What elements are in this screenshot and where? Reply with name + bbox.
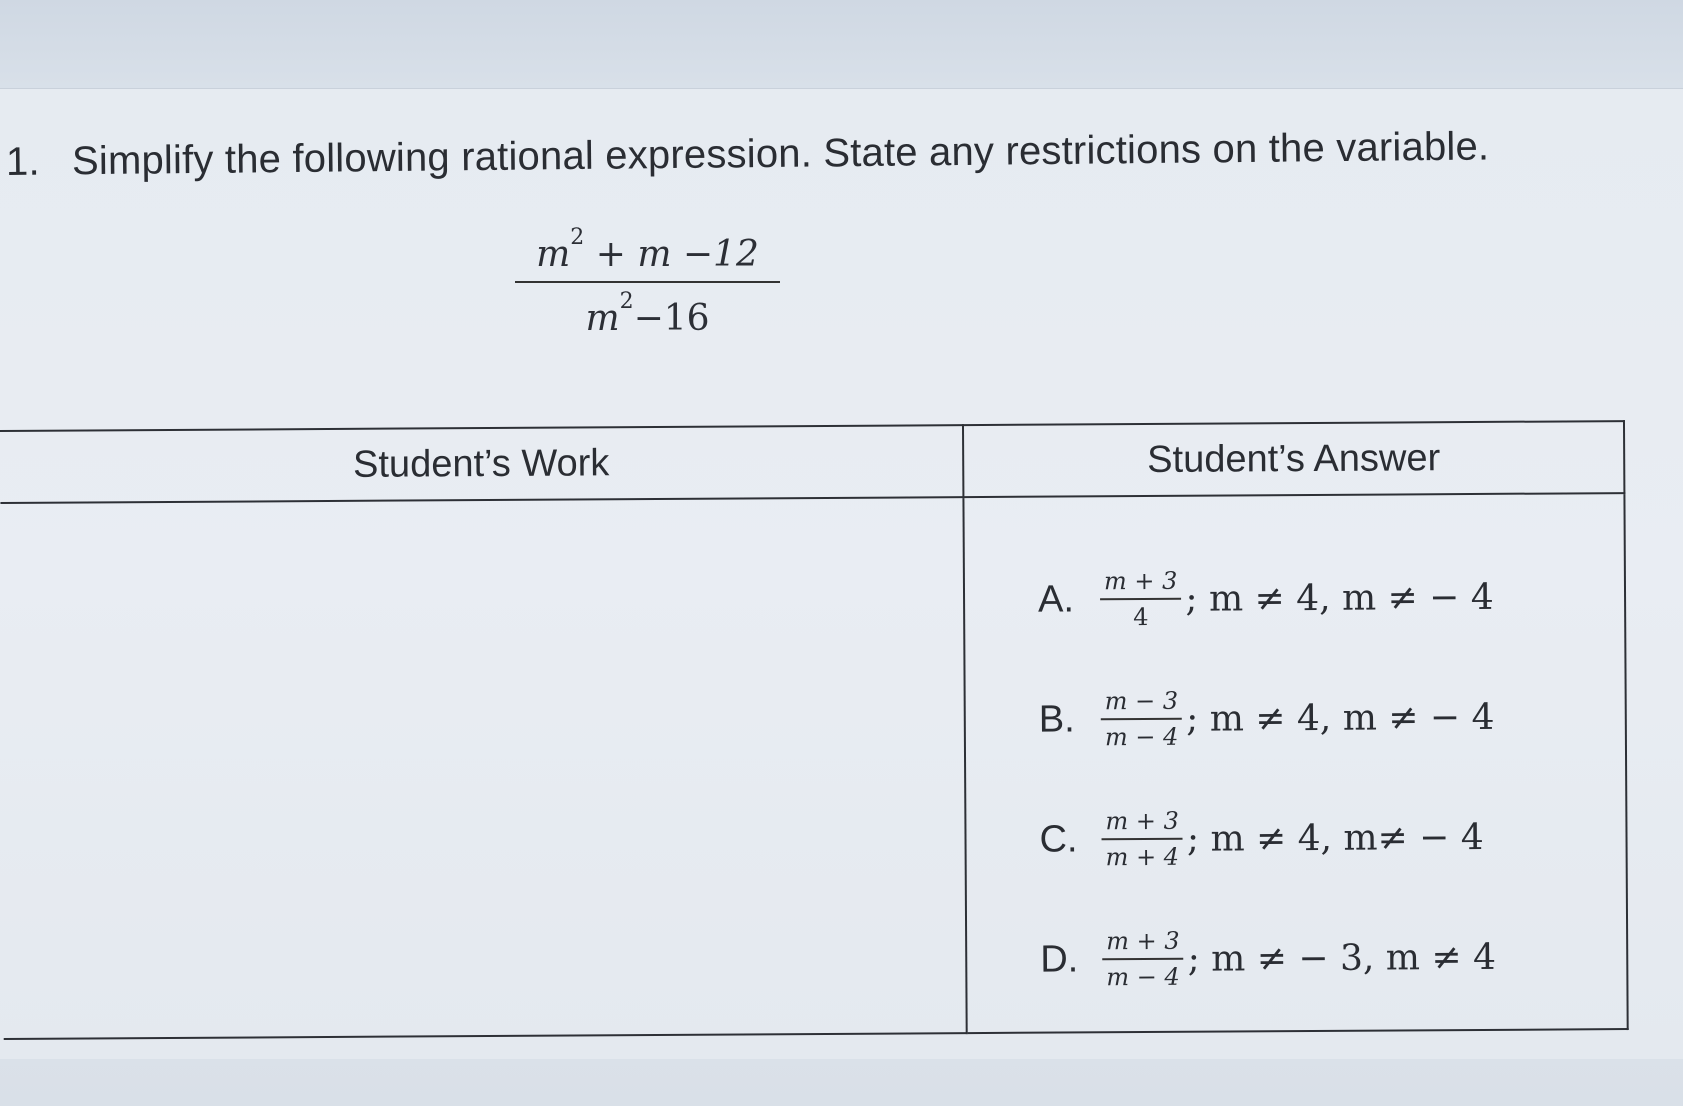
fraction-denominator: m + 4: [1105, 842, 1180, 872]
question-text: Simplify the following rational expression. State any restrictions on the variable.: [71, 124, 1490, 184]
fraction-numerator: m + 3: [1101, 807, 1183, 840]
fraction-numerator: m + 3: [1102, 927, 1184, 960]
choice-fraction: [1102, 927, 1184, 991]
fraction-numerator: m − 3: [1101, 687, 1183, 720]
students-answer-area: [963, 493, 1627, 1033]
fraction-denominator: 4: [1133, 602, 1149, 632]
choice-restrictions: ; m ≠ − 3, m ≠ 4: [1187, 936, 1497, 980]
choice-letter: A.: [1037, 577, 1075, 621]
expression-numerator: $m^2 + m -12$: [536, 225, 759, 275]
header-students-answer: Student’s Answer: [963, 421, 1624, 497]
choice-letter: B.: [1038, 697, 1075, 741]
rational-expression: [515, 225, 780, 339]
choice-c[interactable]: [967, 776, 1625, 900]
fraction-denominator: m − 4: [1106, 962, 1180, 992]
expression-denominator: $m^2-16$: [585, 289, 710, 339]
students-work-area[interactable]: [0, 497, 966, 1039]
choice-letter: D.: [1040, 937, 1079, 981]
fraction-numerator: m + 3: [1100, 567, 1182, 600]
choice-a[interactable]: [966, 536, 1624, 660]
question-number: 1.: [5, 139, 40, 184]
choice-restrictions: ; m ≠ 4, m ≠ − 4: [1186, 696, 1495, 740]
fraction-bar: [515, 281, 780, 283]
header-students-work: Student’s Work: [0, 425, 963, 503]
choice-b[interactable]: [966, 656, 1624, 780]
choice-letter: C.: [1039, 817, 1078, 861]
choice-restrictions: ; m ≠ 4, m≠ − 4: [1186, 816, 1484, 860]
choice-restrictions: ; m ≠ 4, m ≠ − 4: [1185, 576, 1494, 620]
choice-d[interactable]: [968, 896, 1626, 1020]
choice-fraction: [1101, 807, 1183, 871]
fraction-denominator: m − 4: [1104, 722, 1179, 752]
answer-table: [0, 420, 1629, 1040]
choice-fraction: [1101, 687, 1183, 751]
choice-fraction: [1100, 567, 1182, 631]
